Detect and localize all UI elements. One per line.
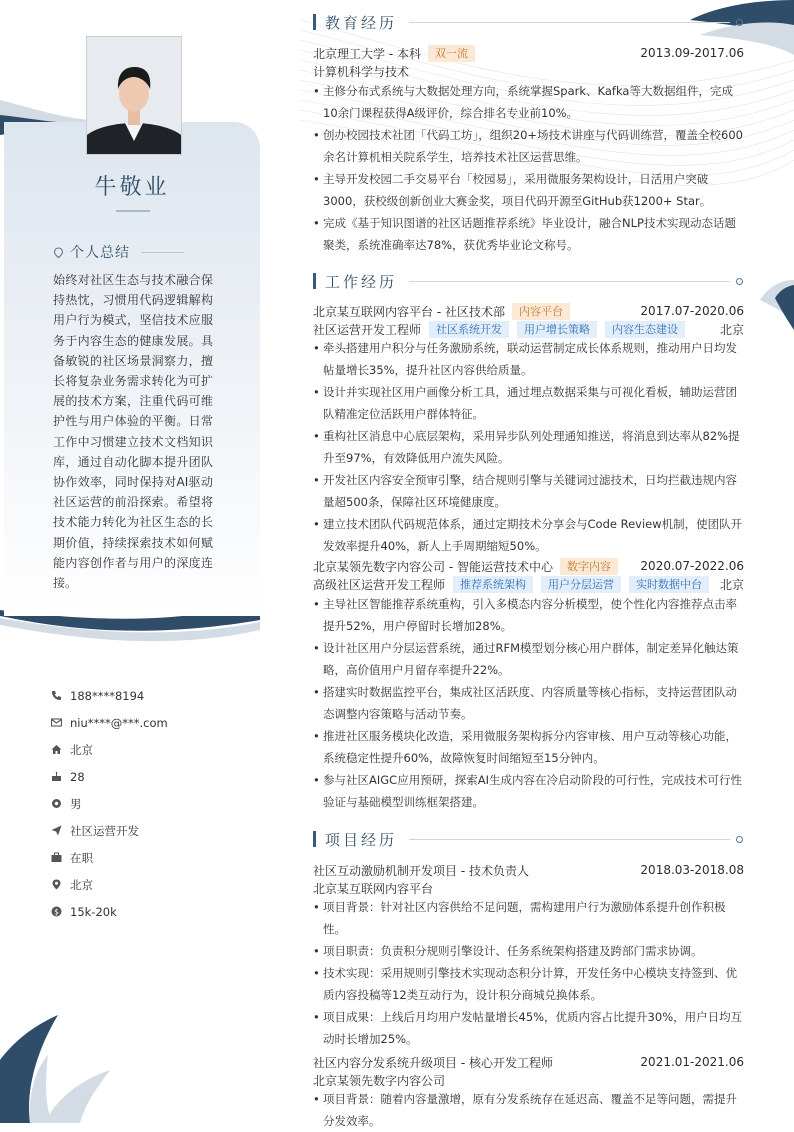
education-title: 教育经历: [325, 13, 398, 32]
job-date: 2017.07-2020.06: [640, 304, 744, 318]
skill-tag: 实时数据中台: [629, 576, 709, 593]
summary-rule: [142, 252, 184, 253]
avatar: [86, 36, 182, 155]
summary-title: 个人总结: [70, 245, 130, 261]
send-icon: [51, 825, 62, 836]
gender-icon: [51, 798, 62, 809]
list-item: • 项目成果：上线后月均用户发帖量增长45%，优质内容占比提升30%，用户日均互动时长增加25%。: [313, 1006, 744, 1050]
contact-status: [51, 844, 168, 871]
name-divider: [116, 210, 150, 212]
section-rule: [409, 281, 730, 282]
job-company: 北京某领先数字内容公司 - 智能运营技术中心: [313, 559, 553, 574]
section-bar: [313, 273, 316, 289]
contact-phone: [51, 682, 168, 709]
contact-list: [51, 682, 168, 925]
circle-icon: [736, 836, 743, 843]
contact-job-text: 社区运营开发: [70, 823, 139, 838]
contact-salary-text: 15k-20k: [70, 904, 117, 919]
project-list: [313, 1088, 744, 1132]
project-header-row: [313, 861, 744, 879]
section-bar: [313, 831, 316, 847]
summary-text: 始终对社区生态与技术融合保持热忱，习惯用代码逻辑解构用户行为模式，坚信技术应服务于内容生态的健康发展。具备敏锐的社区场景洞察力，擅长将复杂业务需求转化为可扩展的技术方案，注重代码可维护性与用户体验的平衡。日常工作中习惯建立技术文档知识库，通过自动化脚本提升团队协作效率，同时保持对AI驱动社区运营的前沿探索。希望将技术能力转化为社区生态的长期价值，持续探索技术如何赋能内容创作者与用户的深度连接。: [53, 273, 213, 591]
education-list: [313, 80, 744, 256]
list-item: • 技术实现：采用规则引擎技术实现动态积分计算，开发任务中心模块支持签到、优质内容投稿等12类互动行为，设计积分商城兑换体系。: [313, 962, 744, 1006]
contact-phone-text: 188****8194: [70, 688, 145, 703]
list-item: • 主导社区智能推荐系统重构，引入多模态内容分析模型，使个性化内容推荐点击率提升52%，用户停留时长增加28%。: [313, 593, 744, 637]
list-item: • 牵头搭建用户积分与任务激励系统，联动运营制定成长体系规则，推动用户日均发帖量增长35%，提升社区内容供给质量。: [313, 337, 744, 381]
list-item: • 搭建实时数据监控平台，集成社区活跃度、内容质量等核心指标，支持运营团队动态调整内容策略与活动节奏。: [313, 681, 744, 725]
briefcase-icon: [51, 852, 62, 863]
section-rule: [409, 839, 730, 840]
job-company: 北京某互联网内容平台 - 社区技术部: [313, 304, 505, 319]
major-name: 计算机科学与技术: [313, 64, 410, 79]
project-name: 社区互动激励机制开发项目 - 技术负责人: [313, 863, 529, 878]
job-header-row: [313, 557, 744, 575]
section-bar: [313, 14, 316, 30]
education-major-row: [313, 62, 744, 80]
mail-icon: [51, 717, 62, 728]
job-tag: 内容平台: [512, 303, 570, 320]
contact-salary: [51, 898, 168, 925]
contact-gender: [51, 790, 168, 817]
svg-text:$: $: [54, 907, 59, 917]
project-header-row: [313, 1053, 744, 1071]
phone-icon: [51, 690, 62, 701]
contact-home: [51, 736, 168, 763]
list-item: • 设计社区用户分层运营系统，通过RFM模型划分核心用户群体，制定差异化触达策略，高价值用户月留存率提升22%。: [313, 637, 744, 681]
circle-icon: [736, 278, 743, 285]
job-role: 社区运营开发工程师: [313, 322, 422, 337]
project-name: 社区内容分发系统升级项目 - 核心开发工程师: [313, 1055, 553, 1070]
summary-heading: [53, 242, 184, 262]
school-name: 北京理工大学 - 本科: [313, 46, 421, 61]
contact-age: [51, 763, 168, 790]
person-name: 牛敬业: [94, 175, 170, 200]
salary-icon: [51, 906, 62, 917]
school-tag: 双一流: [428, 45, 475, 62]
contact-location-text: 北京: [70, 877, 93, 892]
skill-tag: 用户分层运营: [541, 576, 621, 593]
list-item: • 开发社区内容安全预审引擎，结合规则引擎与关键词过滤技术，日均拦截违规内容量超500条，保障社区环境健康度。: [313, 469, 744, 513]
projects-heading: [313, 829, 744, 849]
project-company: 北京某互联网内容平台: [313, 881, 434, 896]
job-list: [313, 593, 744, 813]
contact-home-text: 北京: [70, 742, 93, 757]
list-item: • 创办校园技术社团「代码工坊」，组织20+场技术讲座与代码训练营，覆盖全校600余名计算机相关院系学生，培养技术社区运营思维。: [313, 124, 744, 168]
project-company-row: [313, 879, 744, 897]
project-list: [313, 896, 744, 1050]
list-item: • 项目职责：负责积分规则引擎设计、任务系统架构搭建及跨部门需求协调。: [313, 940, 744, 962]
contact-email: [51, 709, 168, 736]
circle-icon: [736, 19, 743, 26]
list-item: • 主修分布式系统与大数据处理方向，系统掌握Spark、Kafka等大数据组件，完成10余门课程获得A级评价，综合排名专业前10%。: [313, 80, 744, 124]
project-company-row: [313, 1071, 744, 1089]
work-heading: [313, 271, 744, 291]
job-date: 2020.07-2022.06: [640, 559, 744, 573]
list-item: • 参与社区AIGC应用预研，探索AI生成内容在冷启动阶段的可行性，完成技术可行性验证与基础模型训练框架搭建。: [313, 769, 744, 813]
skill-tag: 用户增长策略: [517, 321, 597, 338]
list-item: • 完成《基于知识图谱的社区话题推荐系统》毕业设计，融合NLP技术实现动态话题聚类，系统准确率达78%，获优秀毕业论文称号。: [313, 212, 744, 256]
job-city: 北京: [719, 577, 744, 592]
contact-job: [51, 817, 168, 844]
job-role: 高级社区运营开发工程师: [313, 577, 446, 592]
job-city: 北京: [719, 322, 744, 337]
projects-title: 项目经历: [325, 830, 398, 849]
list-item: • 重构社区消息中心底层架构，采用异步队列处理通知推送，将消息到达率从82%提升至97%，有效降低用户流失风险。: [313, 425, 744, 469]
project-company: 北京某领先数字内容公司: [313, 1073, 446, 1088]
project-date: 2021.01-2021.06: [640, 1055, 744, 1069]
list-item: • 项目背景：随着内容量激增，原有分发系统存在延迟高、覆盖不足等问题，需提升分发效率。: [313, 1088, 744, 1132]
contact-age-text: 28: [70, 769, 85, 784]
home-icon: [51, 744, 62, 755]
section-rule: [409, 22, 730, 23]
education-date: 2013.09-2017.06: [640, 46, 744, 60]
cake-icon: [51, 771, 62, 782]
contact-location: [51, 871, 168, 898]
location-icon: [51, 879, 62, 890]
work-title: 工作经历: [325, 272, 398, 291]
skill-tag: 内容生态建设: [605, 321, 685, 338]
job-role-row: [313, 575, 744, 593]
skill-tag: 社区系统开发: [429, 321, 509, 338]
job-header-row: [313, 302, 744, 320]
contact-gender-text: 男: [70, 796, 82, 811]
education-header-row: [313, 44, 744, 62]
education-heading: [313, 12, 744, 32]
list-item: • 主导开发校园二手交易平台「校园易」，采用微服务架构设计，日活用户突破3000，获校级创新创业大赛金奖，项目代码开源至GitHub获1200+ Star。: [313, 168, 744, 212]
job-list: [313, 337, 744, 557]
skill-tag: 推荐系统架构: [453, 576, 533, 593]
list-item: • 项目背景：针对社区内容供给不足问题，需构建用户行为激励体系提升创作积极性。: [313, 896, 744, 940]
list-item: • 推进社区服务模块化改造，采用微服务架构拆分内容审核、用户互动等核心功能，系统稳定性提升60%，故障恢复时间缩短至15分钟内。: [313, 725, 744, 769]
job-role-row: [313, 320, 744, 338]
list-item: • 建立技术团队代码规范体系，通过定期技术分享会与Code Review机制，使团队开发效率提升40%，新人上手周期缩短50%。: [313, 513, 744, 557]
contact-status-text: 在职: [70, 850, 93, 865]
job-tag: 数字内容: [560, 558, 618, 575]
location-pin-icon: [53, 247, 64, 258]
list-item: • 设计并实现社区用户画像分析工具，通过埋点数据采集与可视化看板，辅助运营团队精准定位活跃用户群体特征。: [313, 381, 744, 425]
contact-email-text: niu****@***.com: [70, 715, 168, 730]
project-date: 2018.03-2018.08: [640, 863, 744, 877]
